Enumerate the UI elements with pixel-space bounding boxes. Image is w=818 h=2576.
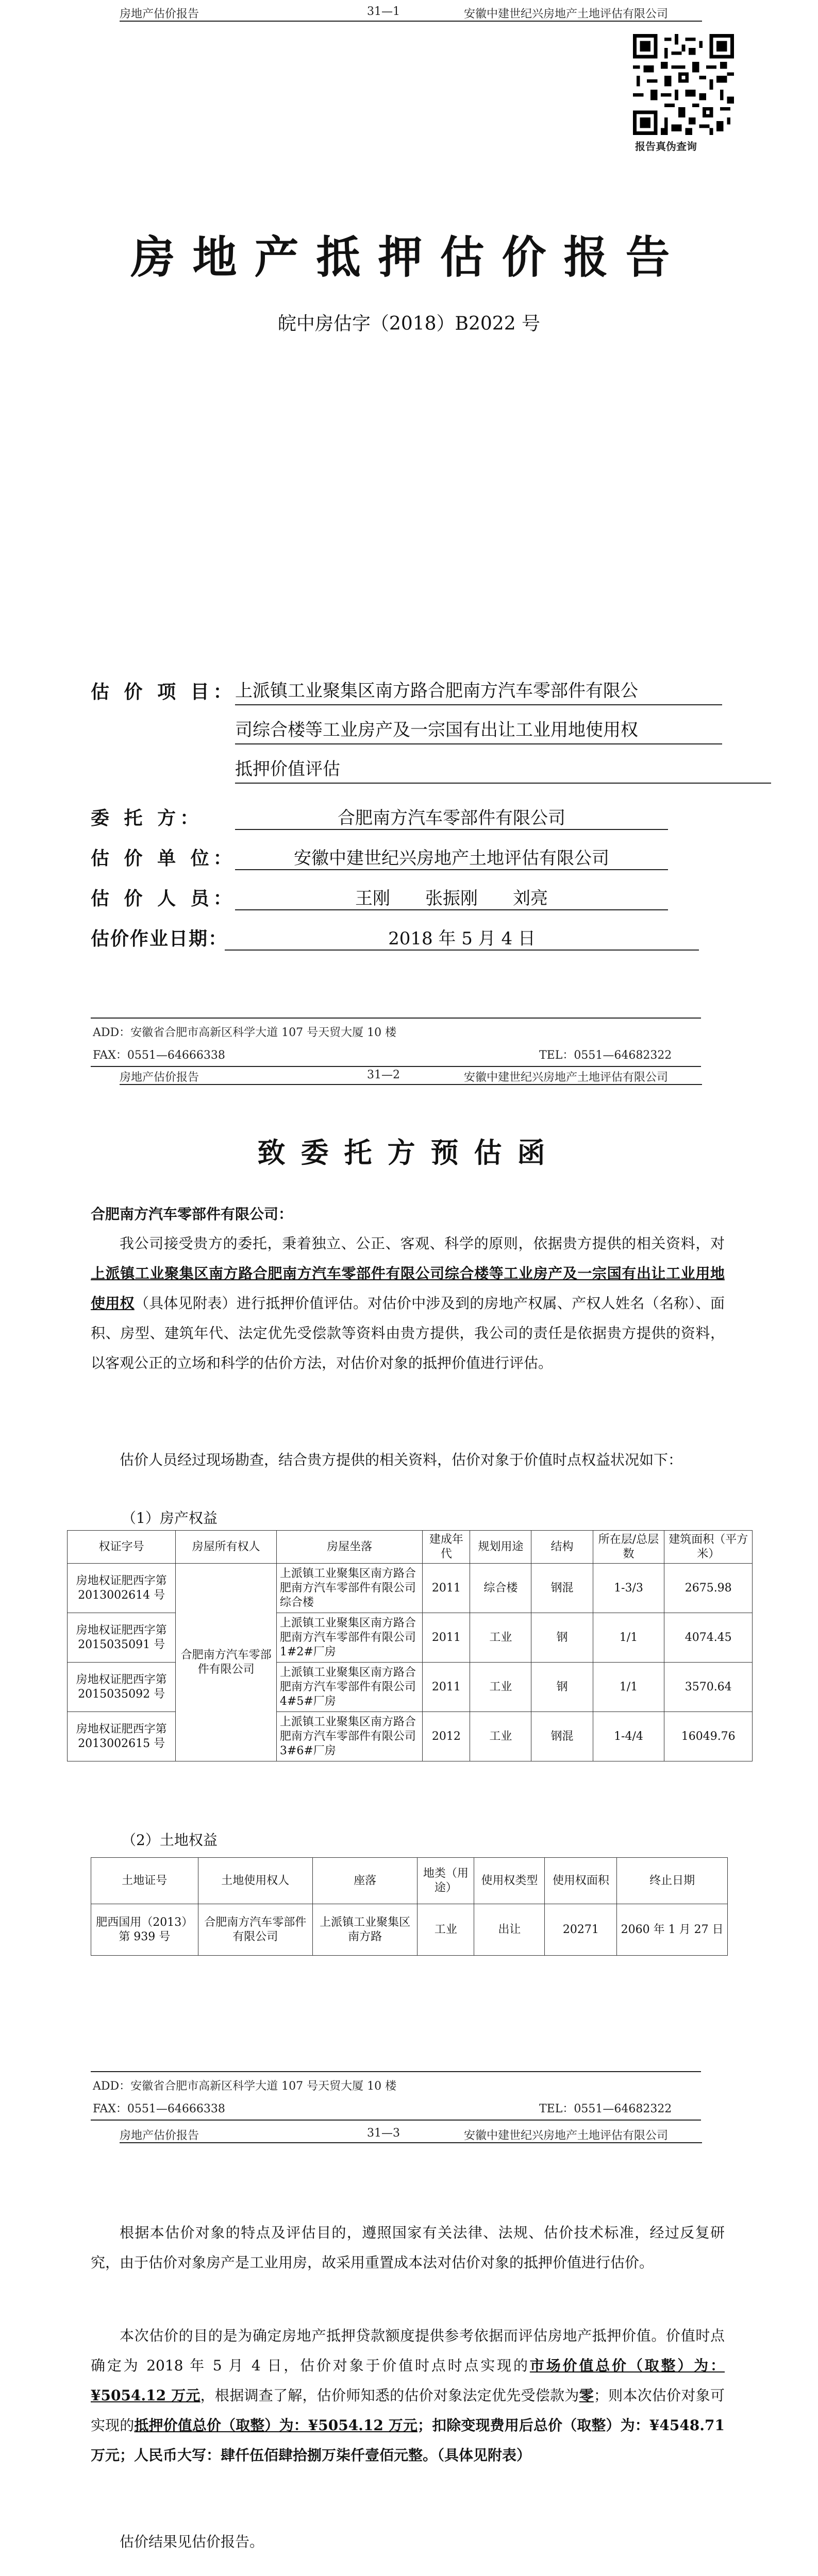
cell-owner: 合肥南方汽车零部件有限公司 [176,1564,277,1761]
para-text: 我公司接受贵方的委托，秉着独立、公正、客观、科学的原则，依据贵方提供的相关资料，对 [120,1235,725,1252]
col-header: 土地证号 [91,1858,198,1904]
col-header: 结构 [531,1531,593,1564]
market-value: 市场价值总价（取整）为：¥5054.12 万元 [91,2357,725,2404]
house-rights-table [67,1530,753,1761]
header-page: 31—1 [367,5,400,18]
cell-year: 2011 [423,1663,470,1712]
footer-tel: TEL：0551—64682322 [539,2103,672,2115]
report-title: 房地产抵押估价报告 [130,231,688,283]
col-header: 使用权面积 [545,1858,617,1904]
client-label: 委 托 方： [91,807,203,829]
col-header: 房屋所有权人 [176,1531,277,1564]
para-emphasis: 上派镇工业聚集区南方路合肥南方汽车零部件有限公司综合楼等工业房产及一宗国有出让工业用地使用权 [91,1265,725,1312]
cell-use: 工业 [470,1712,531,1761]
para-text: （具体见附表）进行抵押价值评估。对估价中涉及到的房地产权属、产权人姓名（名称）、面积、房型、建筑年代、法定优先受偿款等资料由贵方提供，我公司的责任是依据贵方提供的资料，以客观公正的立场和科学的估价方法，对估价对象的抵押价值进行评估。 [91,1295,725,1371]
cell-area: 16049.76 [664,1712,753,1761]
footer-address: ADD：安徽省合肥市高新区科学大道 107 号天贸大厦 10 楼 [93,1026,397,1039]
conclusion-paragraph-2 [91,2321,725,2470]
cell-cert: 房地权证肥西字第 2015035091 号 [68,1613,176,1663]
report-number: 皖中房估字（2018）B2022 号 [277,313,541,334]
priority-amount: 零 [579,2387,594,2404]
header-left: 房地产估价报告 [120,2129,199,2142]
table-row [68,1712,753,1761]
cell-floor: 1-4/4 [593,1712,664,1761]
cell-use: 工业 [470,1663,531,1712]
cell-structure: 钢 [531,1613,593,1663]
cell-location: 上派镇工业聚集区南方路合肥南方汽车零部件有限公司 1#2#厂房 [276,1613,423,1663]
cell-right-type: 出让 [474,1904,545,1956]
table-row [91,1904,728,1956]
footer-fax: FAX：0551—64666338 [93,2103,225,2115]
page-footer [91,2071,701,2121]
cell-floor: 1/1 [593,1663,664,1712]
header-right: 安徽中建世纪兴房地产土地评估有限公司 [464,8,669,21]
cell-location: 上派镇工业聚集区南方路合肥南方汽车零部件有限公司综合楼 [276,1564,423,1613]
header-right: 安徽中建世纪兴房地产土地评估有限公司 [464,1071,669,1084]
house-caption: （1）房产权益 [122,1510,218,1527]
table-row [68,1564,753,1613]
col-header: 座落 [312,1858,417,1904]
cell-area: 3570.64 [664,1663,753,1712]
table-header-row [91,1858,728,1904]
cell-year: 2012 [423,1712,470,1761]
para-text: ，根据调查了解，估价师知悉的估价对象法定优先受偿款为 [200,2387,579,2404]
cell-use: 综合楼 [470,1564,531,1613]
date-value: 2018 年 5 月 4 日 [225,924,699,951]
conclusion-paragraph-3: 估价结果见估价报告。 [120,2533,264,2550]
cell-area: 4074.45 [664,1613,753,1663]
header-page: 31—2 [367,1069,400,1081]
col-header: 终止日期 [617,1858,728,1904]
cell-year: 2011 [423,1613,470,1663]
letter-paragraph-2: 估价人员经过现场勘查，结合贵方提供的相关资料，估价对象于价值时点权益状况如下： [120,1451,683,1468]
cell-location: 上派镇工业聚集区南方路 [312,1904,417,1956]
appraisers-label: 估 价 人 员： [91,888,236,909]
cell-cert: 房地权证肥西字第 2015035092 号 [68,1663,176,1712]
mortgage-value: 抵押价值总价（取整）为：¥5054.12 万元 [134,2417,418,2434]
date-label: 估价作业日期： [91,928,228,950]
conclusion-paragraph-1: 根据本估价对象的特点及评估目的，遵照国家有关法律、法规、估价技术标准，经过反复研究，由于估价对象房产是工业用房，故采用重置成本法对估价对象的抵押价值进行估价。 [91,2224,725,2271]
page-header [120,1065,702,1085]
para-text: ；则本次估价对象可实现的 [91,2387,725,2434]
qr-caption: 报告真伪查询 [635,140,697,152]
table-header-row [68,1531,753,1564]
cell-area: 2675.98 [664,1564,753,1613]
footer-fax: FAX：0551—64666338 [93,1049,225,1062]
project-value-line: 抵押价值评估 [235,756,771,784]
table-row [68,1613,753,1663]
land-rights-table [91,1857,728,1956]
col-header: 规划用途 [470,1531,531,1564]
header-left: 房地产估价报告 [120,1071,199,1084]
land-caption: （2）土地权益 [122,1832,218,1849]
cell-cert: 房地权证肥西字第 2013002614 号 [68,1564,176,1613]
footer-address: ADD：安徽省合肥市高新区科学大道 107 号天贸大厦 10 楼 [93,2080,397,2093]
header-left: 房地产估价报告 [120,8,199,21]
col-header: 土地使用权人 [198,1858,312,1904]
cell-structure: 钢 [531,1663,593,1712]
col-header: 权证字号 [68,1531,176,1564]
cell-end-date: 2060 年 1 月 27 日 [617,1904,728,1956]
header-right: 安徽中建世纪兴房地产土地评估有限公司 [464,2129,669,2142]
appraiser-org-value: 安徽中建世纪兴房地产土地评估有限公司 [235,844,668,870]
cell-area: 20271 [545,1904,617,1956]
project-value-line: 上派镇工业聚集区南方路合肥南方汽车零部件有限公 [235,677,722,705]
client-value: 合肥南方汽车零部件有限公司 [235,804,668,830]
header-page: 31—3 [367,2127,400,2140]
col-header: 房屋坐落 [276,1531,423,1564]
net-value: ；扣除变现费用后总价（取整）为：¥4548.71 万元；人民币大写：肆仟伍佰肆拾捌万柒仟壹佰元整。（具体见附表） [91,2417,725,2464]
cell-floor: 1/1 [593,1613,664,1663]
footer-tel: TEL：0551—64682322 [539,1049,672,1062]
col-header: 地类（用途） [418,1858,474,1904]
para-text: 本次估价的目的是为确定房地产抵押贷款额度提供参考依据而评估房地产抵押价值。价值时点确定为 2018 年 5 月 4 日，估价对象于价值时点时点实现的 [91,2327,725,2374]
col-header: 使用权类型 [474,1858,545,1904]
col-header: 建筑面积（平方米） [664,1531,753,1564]
page-footer [91,1018,701,1067]
project-value [235,677,722,784]
letter-paragraph-1 [91,1229,725,1378]
cell-year: 2011 [423,1564,470,1613]
cell-cert: 肥西国用（2013）第 939 号 [91,1904,198,1956]
cell-location: 上派镇工业聚集区南方路合肥南方汽车零部件有限公司 3#6#厂房 [276,1712,423,1761]
project-value-line: 司综合楼等工业房产及一宗国有出让工业用地使用权 [235,717,722,744]
page-header [120,2,702,22]
salutation: 合肥南方汽车零部件有限公司： [91,1206,293,1223]
cell-floor: 1-3/3 [593,1564,664,1613]
cell-cert: 房地权证肥西字第 2013002615 号 [68,1712,176,1761]
col-header: 建成年代 [423,1531,470,1564]
cell-structure: 钢混 [531,1564,593,1613]
cell-land-type: 工业 [418,1904,474,1956]
cell-use: 工业 [470,1613,531,1663]
appraisers-value: 王刚 张振刚 刘亮 [235,884,668,910]
project-label: 估 价 项 目： [91,681,236,703]
appraiser-org-label: 估 价 单 位： [91,848,236,869]
cell-location: 上派镇工业聚集区南方路合肥南方汽车零部件有限公司 4#5#厂房 [276,1663,423,1712]
cell-owner: 合肥南方汽车零部件有限公司 [198,1904,312,1956]
table-row [68,1663,753,1712]
qr-code-icon[interactable] [633,34,734,135]
letter-title: 致委托方预估函 [257,1136,561,1169]
cell-structure: 钢混 [531,1712,593,1761]
col-header: 所在层/总层数 [593,1531,664,1564]
page-header [120,2124,702,2143]
